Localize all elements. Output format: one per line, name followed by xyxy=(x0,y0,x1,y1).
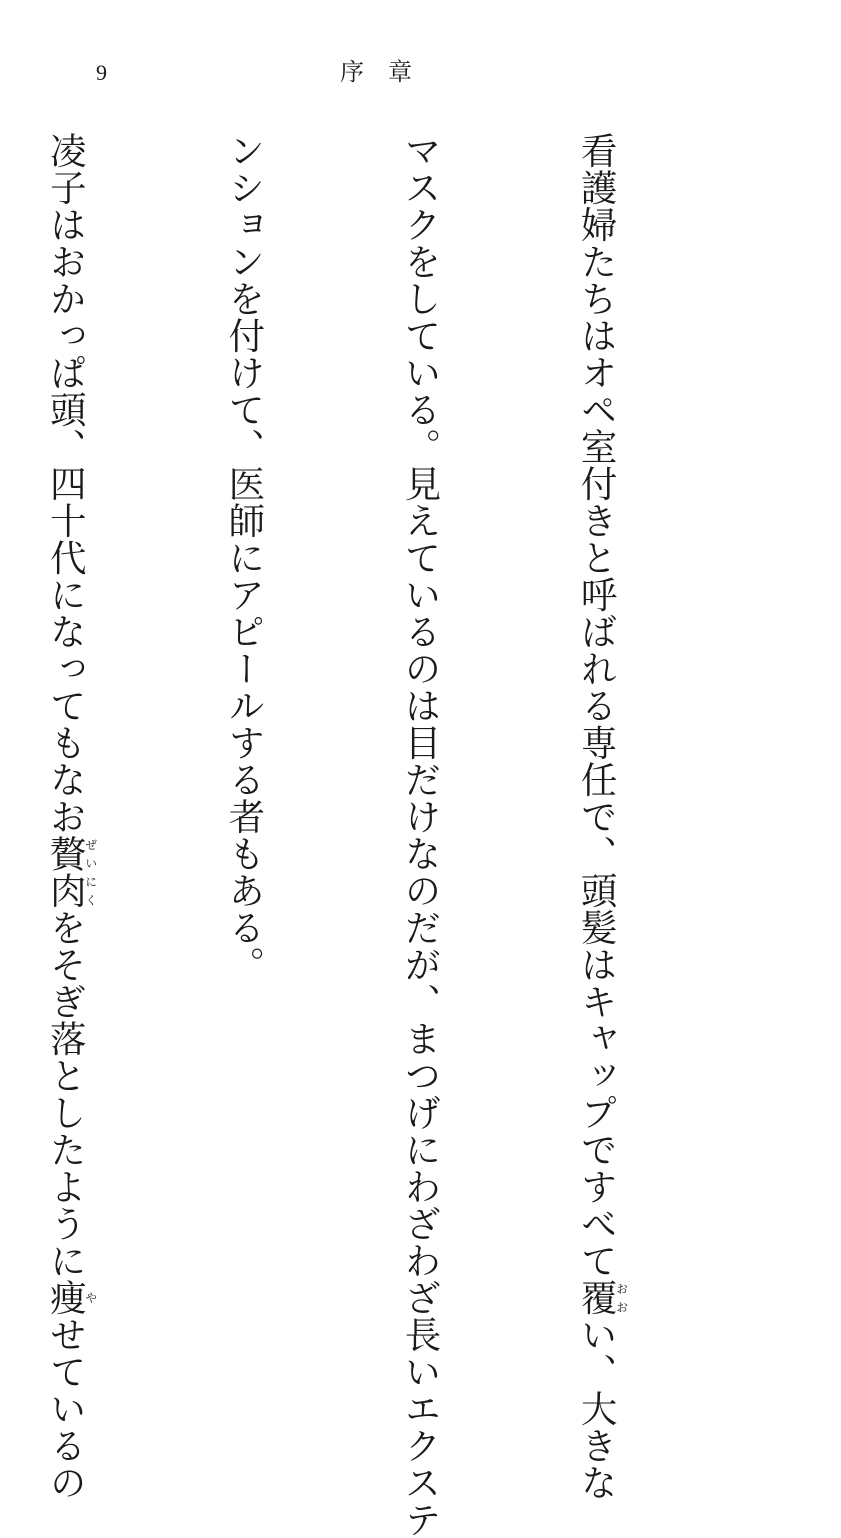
ruby-annotation: 覆おお xyxy=(575,1279,629,1316)
ruby-annotation: 贅肉ぜいにく xyxy=(44,835,98,909)
chapter-title-text: 序 章 xyxy=(340,58,412,86)
chapter-title xyxy=(340,60,490,84)
ruby-annotation: 痩や xyxy=(44,1279,98,1316)
text-column: ンションを付けて、医師にアピールする者もある。 xyxy=(222,132,266,983)
vertical-body-text xyxy=(0,132,745,1538)
text-column: マスクをしている。見えているのは目だけなのだが、まつげにわざわざ長いエクステ xyxy=(398,132,442,1538)
text-column: 凌子はおかっぱ頭、四十代になってもなお贅肉ぜいにくをそぎ落としたように痩やせているの xyxy=(44,132,98,1501)
page-number: 9 xyxy=(96,60,107,85)
text-column: 看護婦たちはオペ室付きと呼ばれる専任で、頭髪はキャップですべて覆おおい、大きな xyxy=(575,132,629,1501)
